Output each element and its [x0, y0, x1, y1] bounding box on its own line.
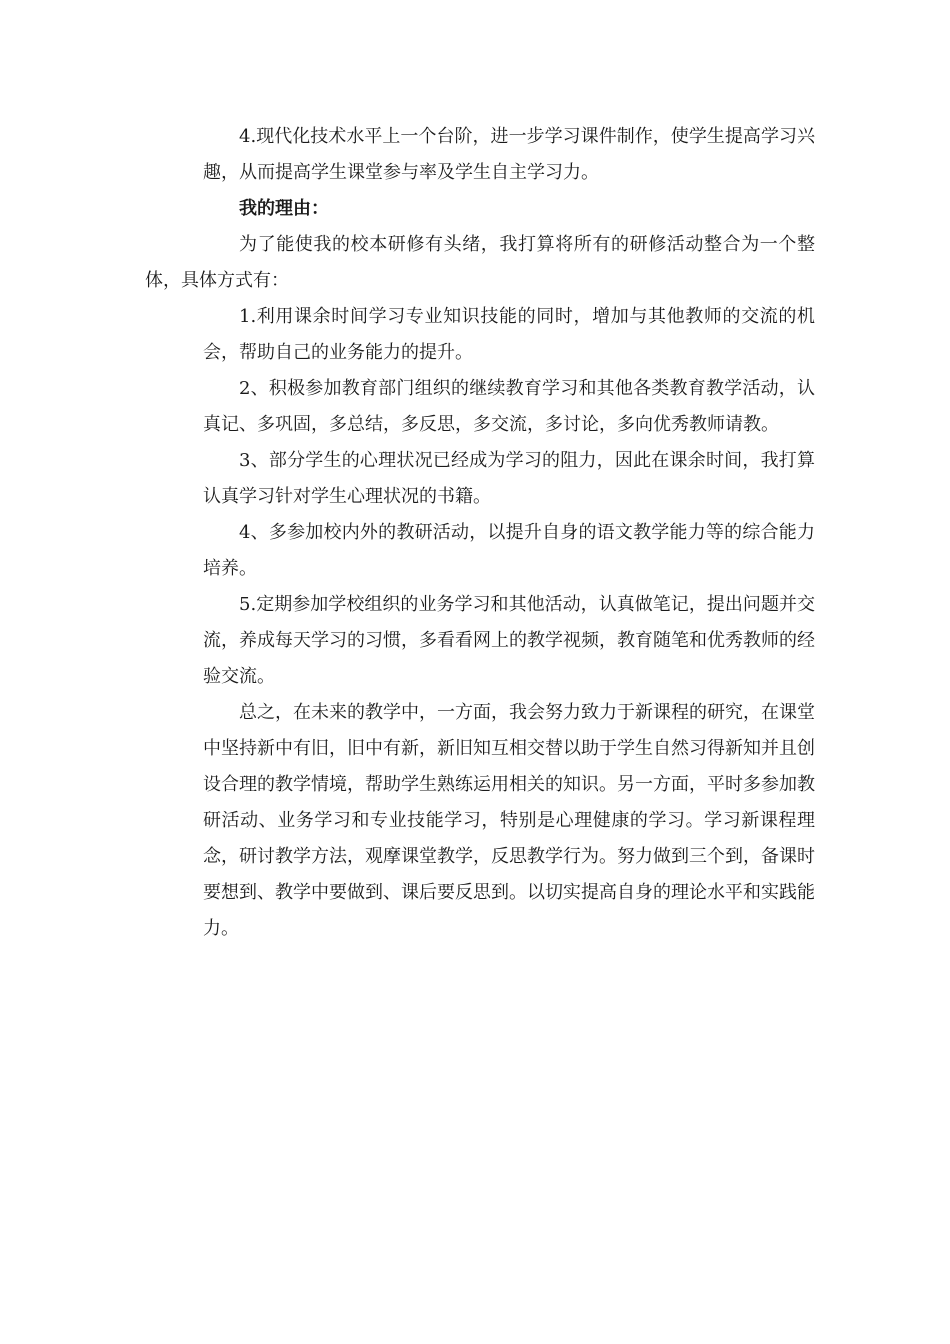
document-body	[145, 119, 815, 947]
heading-my-reasons: 我的理由：	[239, 198, 329, 219]
list-item-5: 5.定期参加学校组织的业务学习和其他活动，认真做笔记，提出问题并交流，养成每天学习的习惯，多看看网上的教学视频，教育随笔和优秀教师的经验交流。	[203, 594, 815, 687]
paragraph-integration-plan: 为了能使我的校本研修有头绪，我打算将所有的研修活动整合为一个整体，具体方式有：	[145, 234, 815, 291]
paragraph-technology-goal: 4.现代化技术水平上一个台阶，进一步学习课件制作，使学生提高学习兴趣，从而提高学生课堂参与率及学生自主学习力。	[203, 126, 815, 183]
list-item-3: 3、部分学生的心理状况已经成为学习的阻力，因此在课余时间，我打算认真学习针对学生心理状况的书籍。	[203, 450, 815, 507]
list-item-4: 4、多参加校内外的教研活动，以提升自身的语文教学能力等的综合能力培养。	[203, 522, 815, 579]
list-item-1: 1.利用课余时间学习专业知识技能的同时，增加与其他教师的交流的机会，帮助自己的业务能力的提升。	[203, 306, 815, 363]
paragraph-conclusion: 总之，在未来的教学中，一方面，我会努力致力于新课程的研究，在课堂中坚持新中有旧，旧中有新，新旧知互相交替以助于学生自然习得新知并且创设合理的教学情境，帮助学生熟练运用相关的知识。另一方面，平时多参加教研活动、业务学习和专业技能学习，特别是心理健康的学习。学习新课程理念，研讨教学方法，观摩课堂教学，反思教学行为。努力做到三个到，备课时要想到、教学中要做到、课后要反思到。以切实提高自身的理论水平和实践能力。	[203, 702, 815, 939]
list-item-2: 2、积极参加教育部门组织的继续教育学习和其他各类教育教学活动，认真记、多巩固，多总结，多反思，多交流，多讨论，多向优秀教师请教。	[203, 378, 815, 435]
